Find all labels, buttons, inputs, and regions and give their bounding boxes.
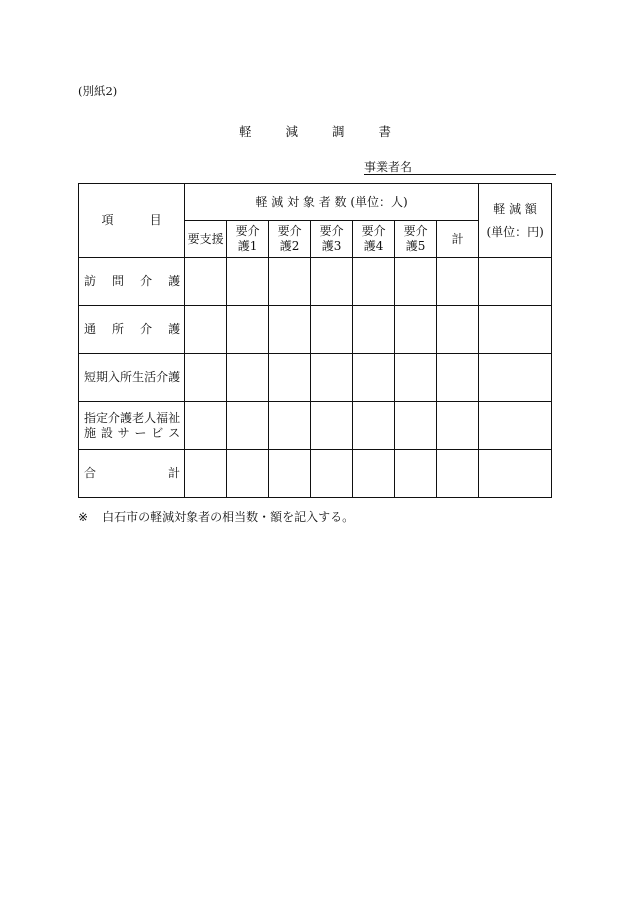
label-char: ス: [168, 425, 181, 440]
label-char: 祉: [168, 410, 181, 425]
label-char: 期: [96, 370, 109, 384]
row-label-total: [79, 450, 185, 498]
title-char: 調: [331, 124, 345, 139]
sub-header-text: [395, 224, 436, 254]
cell[interactable]: [479, 306, 552, 354]
row-label-text: [84, 411, 180, 426]
cell[interactable]: [311, 306, 353, 354]
label-char: 短: [84, 370, 97, 384]
label-char: 指: [84, 410, 97, 425]
header-care-3: [311, 221, 353, 258]
label-char: 老: [132, 410, 145, 425]
table-row: [79, 306, 552, 354]
cell[interactable]: [479, 402, 552, 450]
sub-header-line: 要介: [361, 224, 386, 238]
header-support: 要支援: [185, 221, 227, 258]
header-care-5: [395, 221, 437, 258]
cell[interactable]: [269, 258, 311, 306]
label-char: 問: [112, 274, 125, 288]
label-char: 護: [168, 322, 181, 336]
cell[interactable]: [437, 402, 479, 450]
cell[interactable]: [479, 258, 552, 306]
reduction-table: [78, 183, 552, 498]
cell[interactable]: [311, 450, 353, 498]
cell[interactable]: [353, 354, 395, 402]
label-char: 介: [140, 274, 153, 288]
row-label-home-care: [79, 258, 185, 306]
cell[interactable]: [437, 306, 479, 354]
row-label-short-stay: [79, 354, 185, 402]
label-char: 介: [108, 410, 121, 425]
label-char: 活: [144, 370, 157, 384]
cell[interactable]: [185, 402, 227, 450]
label-char: サ: [117, 425, 130, 440]
cell[interactable]: [395, 450, 437, 498]
reduction-count-header: 軽 減 対 象 者 数 (単位：人): [185, 184, 479, 221]
label-char: 設: [100, 425, 113, 440]
sub-header-text: [311, 224, 352, 254]
label-char: 護: [168, 370, 181, 384]
cell[interactable]: [185, 450, 227, 498]
note-mark: ※: [78, 510, 89, 524]
cell[interactable]: [269, 450, 311, 498]
cell[interactable]: [353, 258, 395, 306]
sub-header-line: 要介: [319, 224, 344, 238]
operator-name-field[interactable]: [364, 160, 556, 175]
cell[interactable]: [227, 354, 269, 402]
row-label-day-care: [79, 306, 185, 354]
title-char: 軽: [238, 124, 252, 139]
cell[interactable]: [353, 306, 395, 354]
label-char: 護: [168, 274, 181, 288]
table-row: [79, 402, 552, 450]
table-row: [79, 450, 552, 498]
cell[interactable]: [185, 354, 227, 402]
cell[interactable]: [269, 306, 311, 354]
item-header: 項 目: [79, 184, 185, 258]
label-char: 介: [156, 370, 169, 384]
header-care-2: [269, 221, 311, 258]
table-row: [79, 258, 552, 306]
cell[interactable]: [395, 402, 437, 450]
cell[interactable]: [227, 450, 269, 498]
title-char: 書: [378, 124, 391, 139]
cell[interactable]: [353, 402, 395, 450]
sub-header-line: 要介: [277, 224, 302, 238]
cell[interactable]: [185, 258, 227, 306]
attachment-label: (別紙2): [78, 84, 118, 98]
cell[interactable]: [395, 354, 437, 402]
sub-header-line: 護1: [237, 239, 258, 253]
row-label-text: [84, 322, 180, 337]
cell[interactable]: [437, 354, 479, 402]
header-care-4: [353, 221, 395, 258]
row-label-text: [84, 426, 180, 441]
cell[interactable]: [227, 402, 269, 450]
cell[interactable]: [269, 354, 311, 402]
sub-header-text: [353, 224, 394, 254]
cell[interactable]: [311, 258, 353, 306]
row-label-text: [84, 370, 180, 385]
label-char: 定: [96, 410, 109, 425]
label-char: 施: [84, 425, 97, 440]
cell[interactable]: [311, 402, 353, 450]
sub-header-line: 護3: [321, 239, 342, 253]
footnote: [78, 508, 354, 525]
sub-header-text: [227, 224, 268, 254]
sub-header-line: 護4: [363, 239, 384, 253]
cell[interactable]: [437, 450, 479, 498]
cell[interactable]: [185, 306, 227, 354]
reduction-amount-header: 軽 減 額 (単位：円): [479, 184, 552, 258]
label-char: 計: [168, 466, 181, 480]
header-care-1: [227, 221, 269, 258]
label-char: 入: [108, 370, 121, 384]
label-char: 福: [156, 410, 169, 425]
label-char: ー: [134, 425, 147, 440]
label-char: 所: [112, 322, 125, 336]
row-label-text: [84, 274, 180, 289]
label-char: 人: [144, 410, 157, 425]
label-char: 合: [84, 466, 97, 480]
row-label-text: [84, 466, 180, 481]
cell[interactable]: [395, 306, 437, 354]
sub-header-line: 要介: [403, 224, 428, 238]
sub-header-line: 護2: [279, 239, 300, 253]
cell[interactable]: [479, 450, 552, 498]
cell[interactable]: [227, 306, 269, 354]
header-total: 計: [437, 221, 479, 258]
note-text: 白石市の軽減対象者の相当数・額を記入する。: [102, 510, 355, 524]
sub-header-line: 護5: [405, 239, 426, 253]
label-char: 所: [120, 370, 133, 384]
cell[interactable]: [311, 354, 353, 402]
row-label-welfare-facility: [79, 402, 185, 450]
document-title: [0, 122, 630, 140]
table-row: [79, 354, 552, 402]
title-char: 減: [285, 124, 298, 139]
label-char: 通: [84, 322, 97, 336]
cell[interactable]: [227, 258, 269, 306]
label-char: 生: [132, 370, 145, 384]
cell[interactable]: [353, 450, 395, 498]
sub-header-text: [269, 224, 310, 254]
cell[interactable]: [269, 402, 311, 450]
label-char: 護: [120, 410, 133, 425]
cell[interactable]: [395, 258, 437, 306]
label-char: 介: [140, 322, 153, 336]
label-char: 訪: [84, 274, 97, 288]
label-char: ビ: [151, 425, 164, 440]
cell[interactable]: [437, 258, 479, 306]
cell[interactable]: [479, 354, 552, 402]
sub-header-line: 要介: [235, 224, 260, 238]
operator-label: 事業者名: [364, 160, 413, 174]
